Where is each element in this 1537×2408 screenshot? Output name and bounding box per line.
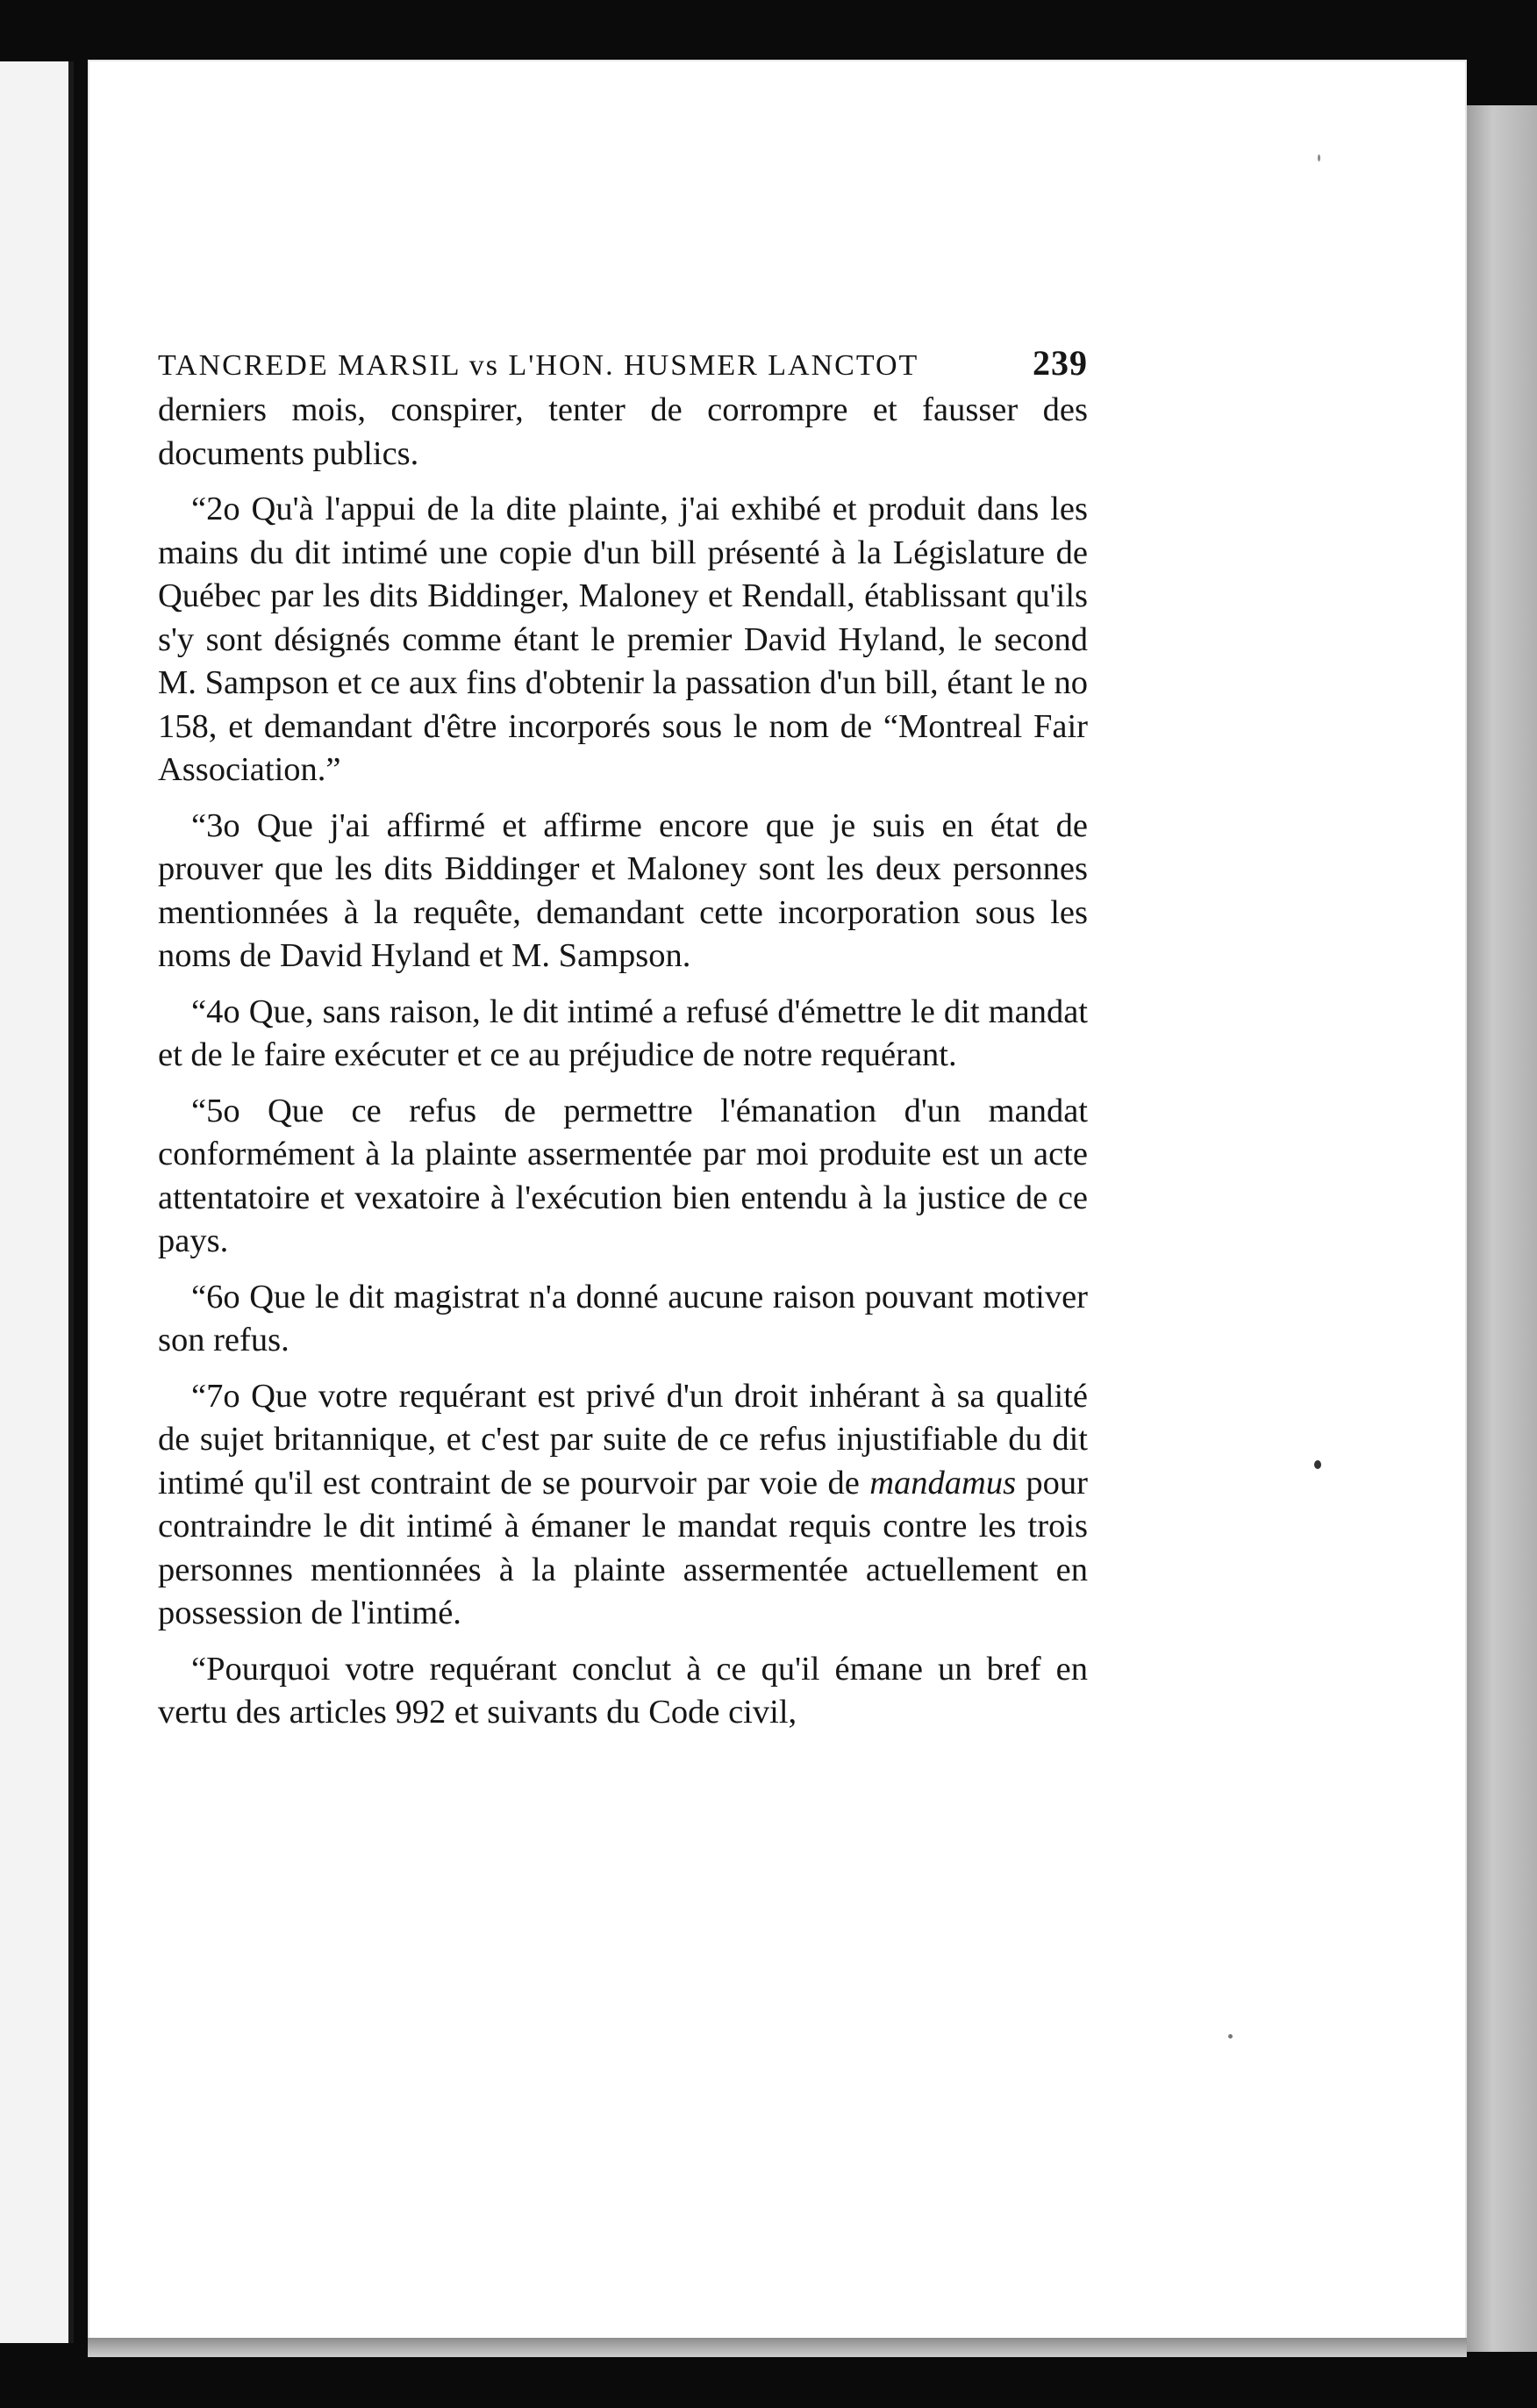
paragraph-text: “4o Que, sans raison, le dit intimé a refusé d'émettre le dit mandat et de le faire exécuter et ce au préjudice de notre requérant. xyxy=(158,993,1088,1073)
scan-speck xyxy=(1314,1460,1321,1469)
running-head xyxy=(158,342,1088,383)
page-bottom-edge xyxy=(88,2338,1467,2357)
paragraph-text: pour contraindre le dit intimé à émaner le mandat requis contre les trois personnes mentionnées à la plainte assermentée actuellement en possession de l'intimé. xyxy=(158,1464,1088,1631)
paragraph xyxy=(158,991,1088,1078)
scan-speck xyxy=(1318,154,1320,161)
paragraph xyxy=(158,389,1088,476)
running-head-title: TANCREDE MARSIL vs L'HON. HUSMER LANCTOT xyxy=(158,349,919,382)
paragraph-text: “6o Que le dit magistrat n'a donné aucune raison pouvant motiver son refus. xyxy=(158,1278,1088,1358)
paragraph-text: “2o Qu'à l'appui de la dite plainte, j'ai exhibé et produit dans les mains du dit intimé une copie d'un bill présenté à la Législature de Québec par les dits Biddinger, Maloney et Rendall, établissant qu'ils s'y sont désignés comme étant le premier David Hyland, le second M. Sampson et ce aux fins d'obtenir la passation d'un bill, étant le no 158, et demandant d'être incorporés sous le nom de “Montreal Fair Association.” xyxy=(158,491,1088,788)
paragraph xyxy=(158,488,1088,792)
body-text xyxy=(158,389,1088,1735)
paragraph xyxy=(158,1648,1088,1735)
paragraph xyxy=(158,1090,1088,1264)
paragraph xyxy=(158,1276,1088,1363)
paragraph-text: derniers mois, conspirer, tenter de corrompre et fausser des documents publics. xyxy=(158,391,1088,472)
page-text xyxy=(158,342,1088,1735)
paragraph-text: “Pourquoi votre requérant conclut à ce qu'il émane un bref en vertu des articles 992 et suivants du Code civil, xyxy=(158,1650,1088,1731)
italic-text: mandamus xyxy=(869,1464,1017,1501)
paragraph-text: “5o Que ce refus de permettre l'émanation d'un mandat conformément à la plainte assermentée par moi produite est un acte attentatoire et vexatoire à l'exécution bien entendu à la justice de ce pays. xyxy=(158,1092,1088,1259)
scan-speck xyxy=(1228,2034,1233,2039)
adjacent-page-edge xyxy=(0,61,74,2343)
paragraph xyxy=(158,805,1088,978)
page-number: 239 xyxy=(1033,343,1088,383)
book-edge-shadow xyxy=(1463,105,1537,2352)
paragraph xyxy=(158,1375,1088,1636)
paragraph-text: “7o Que votre requérant est privé d'un droit inhérant à sa qualité de sujet britannique, et c'est par suite de ce refus injustifiable du dit intimé qu'il est contraint de se pourvoir par voie de xyxy=(158,1377,1088,1501)
paragraph-text: “3o Que j'ai affirmé et affirme encore que je suis en état de prouver que les dits Biddinger et Maloney sont les deux personnes mentionnées à la requête, demandant cette incorporation sous les noms de David Hyland et M. Sampson. xyxy=(158,806,1088,974)
